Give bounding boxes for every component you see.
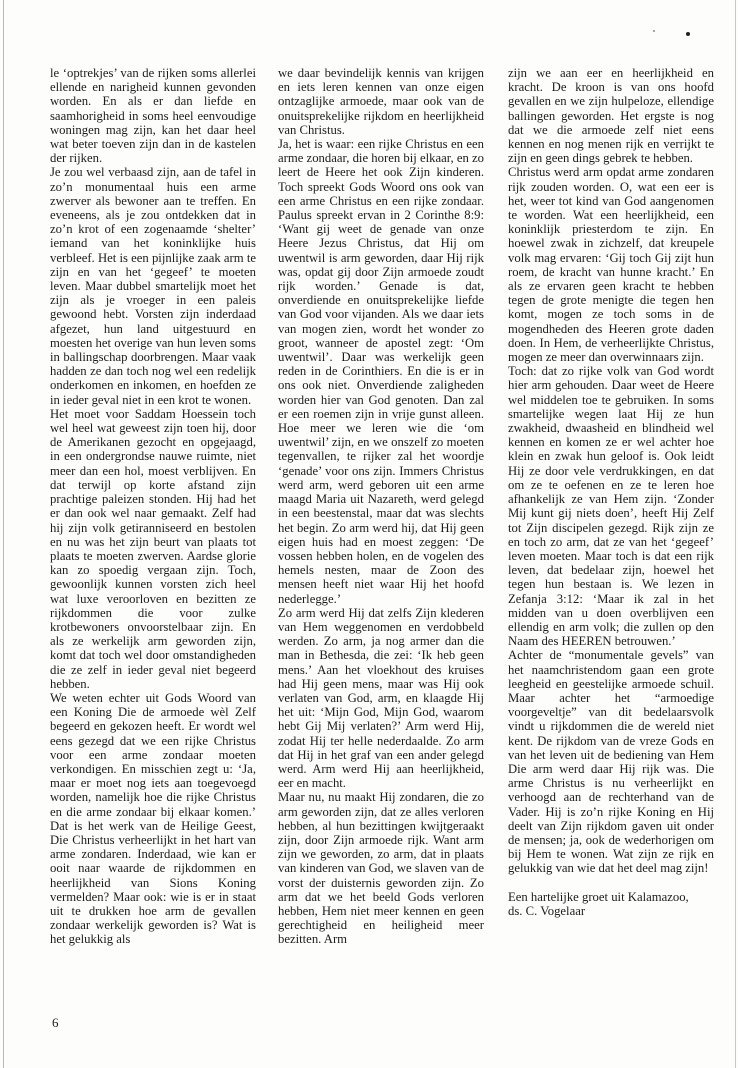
paragraph: Christus werd arm opdat arme zondaren rijk zouden worden. O, wat een eer is het, weer tot kind van God aangenomen te worden. Wat een heerlijkheid, een koninklijk priesterdom te zijn. En hoewel zwak in zichzelf, dat kreupele volk mag ervaren: ‘Gij toch Gij zijt hun roem, de kracht van hunne kracht.’ En als ze ervaren geen kracht te hebben tegen de grote menigte die tegen hen komt, mogen ze toch soms in de mogendheden des Heeren grote daden doen. In Hem, de verheerlijkte Christus, mogen ze meer dan overwinnaars zijn. [508,165,714,365]
author-signature: ds. C. Vogelaar [508,903,586,918]
text-column-3 [508,66,714,918]
scan-speck [653,30,655,32]
paragraph: Het moet voor Saddam Hoessein toch wel heel wat geweest zijn toen hij, door de Amerikanen gezocht en opgejaagd, in een ondergrondse nauwe ruimte, niet meer dan een hol, moest verblijven. En dat terwijl op korte afstand zijn prachtige paleizen stonden. Hij had het er dan ook wel naar gemaakt. Zelf had hij zijn volk getiranniseerd en bestolen en nu was het zijn beurt van plaats tot plaats te moeten zwerven. Aardse glorie kan zo spoedig vergaan zijn. Toch, gewoonlijk kunnen vorsten zich heel wat luxe veroorloven en bezitten ze rijkdommen die voor zulke krotbewoners onvoorstelbaar zijn. En als ze werkelijk arm geworden zijn, komt dat toch wel door omstandigheden die ze zelf in ieder geval niet begeerd hebben. [50,406,256,691]
paragraph: We weten echter uit Gods Woord van een Koning Die de armoede wèl Zelf begeerd en gekozen heeft. Er wordt wel eens gezegd dat we een rijke Christus voor een arme zondaar moeten verkondigen. En misschien zegt u: ‘Ja, maar er moet nog iets aan toegevoegd worden, namelijk hoe die rijke Christus en die arme zondaar bij elkaar komen.’ Dat is het werk van de Heilige Geest, Die Christus verheerlijkt in het hart van arme zondaren. Inderdaad, wie kan er ooit naar waarde de rijkdommen en heerlijkheid van Sions Koning vermelden? Maar ook: wie is er in staat uit te drukken hoe arm de gevallen zondaar werkelijk geworden is? Wat is het gelukkig als [50,690,256,947]
page-edge-left [3,0,4,1068]
paragraph: le ‘optrekjes’ van de rijken soms allerlei ellende en narigheid kunnen gevonden worden. En als er dan liefde en saamhorigheid in soms heel eenvoudige woningen mag zijn, kan het daar heel wat beter toeven zijn dan in de kastelen der rijken. [50,66,256,166]
paragraph: we daar bevindelijk kennis van krijgen en iets leren kennen van onze eigen ontzaglijke armoede, maar ook van de onuitsprekelijke rijkdom en heerlijkheid van Christus. [278,66,484,137]
scan-speck [686,32,690,36]
closing-greeting: Een hartelijke groet uit Kalamazoo, [508,889,689,904]
paragraph: Ja, het is waar: een rijke Christus en een arme zondaar, die horen bij elkaar, en zo leert de Heere het ook Zijn kinderen. Toch spreekt Gods Woord ons ook van een arme Christus en een rijke zondaar. Paulus spreekt ervan in 2 Corinthe 8:9: ‘Want gij weet de genade van onze Heere Jezus Christus, dat Hij om uwentwil is arm geworden, daar Hij rijk was, opdat gij door Zijn armoede zoudt rijk worden.’ Genade is dat, onverdiende en onuitsprekelijke liefde van God voor vijanden. Als we daar iets van mogen zien, wordt het wonder zo groot, wanneer de apostel zegt: ‘Om uwentwil’. Daar was werkelijk geen reden in de Corinthiers. En die is er in ons ook niet. Onverdiende zaligheden worden hier van God genoten. Dan zal er een roemen zijn in vrije gunst alleen. Hoe meer we leren wie die ‘om uwentwil’ zijn, en we onszelf zo moeten tegenvallen, te rijker zal het woordje ‘genade’ voor ons zijn. Immers Christus werd arm, werd geboren uit een arme maagd Maria uit Nazareth, werd gelegd in een beestenstal, maar dat was slechts het begin. Zo arm werd hij, dat Hij geen eigen huis had en moest zeggen: ‘De vossen hebben holen, en de vogelen des hemels nesten, maar de Zoon des mensen heeft niet waar Hij het hoofd nederlegge.’ [278,137,484,606]
text-column-2 [278,66,484,947]
page-number: 6 [52,1015,59,1030]
paragraph: Toch: dat zo rijke volk van God wordt hier arm gehouden. Daar weet de Heere wel middelen toe te gebruiken. In soms smartelijke wegen laat Hij ze hun zwakheid, dwaasheid en blindheid wel kennen en komen ze er wel achter hoe klein en zwak hun geloof is. Ook leidt Hij ze door vele verdrukkingen, en dat om ze te oefenen en ze te leren hoe afhankelijk ze van Hem zijn. ‘Zonder Mij kunt gij niets doen’, heeft Hij Zelf tot Zijn discipelen gezegd. Rijk zijn ze en toch zo arm, dat ze van het ‘gegeef’ leven moeten. Maar toch is dat een rijk leven, dat bedelaar zijn, hoewel het tegen hun bestaan is. We lezen in Zefanja 3:12: ‘Maar ik zal in het midden van u doen overblijven een ellendig en arm volk; die zullen op den Naam des HEEREN betrouwen.’ [508,364,714,649]
paragraph: Je zou wel verbaasd zijn, aan de tafel in zo’n monumentaal huis een arme zwerver als bewoner aan te treffen. En eveneens, als je zou ontdekken dat in zo’n krot of een zogenaamde ‘shelter’ iemand van het koninklijke huis verbleef. Het is een pijnlijke zaak arm te zijn en van het ‘gegeef’ te moeten leven. Maar dubbel smartelijk moet het zijn als je vroeger in een paleis gewoond hebt. Vorsten zijn inderdaad afgezet, hun land uitgestuurd en moesten het overige van hun leven soms in ballingschap doorbrengen. Maar vaak hadden ze dan toch nog wel een redelijk onderkomen en inkomen, en hoefden ze in ieder geval niet in een krot te wonen. [50,165,256,407]
page-edge-right [735,0,736,1068]
paragraph: Achter de “monumentale gevels” van het naamchristendom gaan een grote leegheid en geestelijke armoede schuil. Maar achter het “armoedige voorgeveltje” van dit bedelaarsvolk vindt u rijkdommen die de wereld niet kent. De rijkdom van de vreze Gods en van het leven uit de bediening van Hem Die arm werd daar Hij rijk was. Die arme Christus is nu verheerlijkt en verhoogd aan de rechterhand van de Vader. Hij is zo’n rijke Koning en Hij deelt van Zijn rijkdom gaven uit onder de mensen; ja, ook de wederhorigen om bij Hem te wonen. Wat zijn ze rijk en gelukkig van wie dat het deel mag zijn! [508,648,714,876]
text-column-1 [50,66,256,947]
paragraph: Maar nu, nu maakt Hij zondaren, die zo arm geworden zijn, dat ze alles verloren hebben, al hun bezittingen kwijtgeraakt zijn, door Zijn armoede rijk. Want arm zijn we geworden, zo arm, dat in plaats van kinderen van God, we slaven van de vorst der duisternis geworden zijn. Zo arm dat we het beeld Gods verloren hebben, Hem niet meer kennen en geen gerechtigheid en heiligheid meer bezitten. Arm [278,790,484,947]
paragraph: Zo arm werd Hij dat zelfs Zijn klederen van Hem weggenomen en verdobbeld werden. Zo arm, ja nog armer dan die man in Bethesda, die zei: ‘Ik heb geen mens.’ Aan het vloekhout des kruises had Hij geen mens, maar was Hij ook verlaten van God, arm, en klaagde Hij het uit: ‘Mijn God, Mijn God, waarom hebt Gij Mij verlaten?’ Arm werd Hij, zodat Hij ter helle nederdaalde. Zo arm dat Hij in het graf van een ander gelegd werd. Arm werd Hij aan heerlijkheid, eer en macht. [278,605,484,791]
paragraph: zijn we aan eer en heerlijkheid en kracht. De kroon is van ons hoofd gevallen en we zijn hulpeloze, ellendige ballingen geworden. Het ergste is nog dat we die armoede zelf niet eens kennen en nog menen rijk en verrijkt te zijn en geen dings gebrek te hebben. [508,66,714,166]
